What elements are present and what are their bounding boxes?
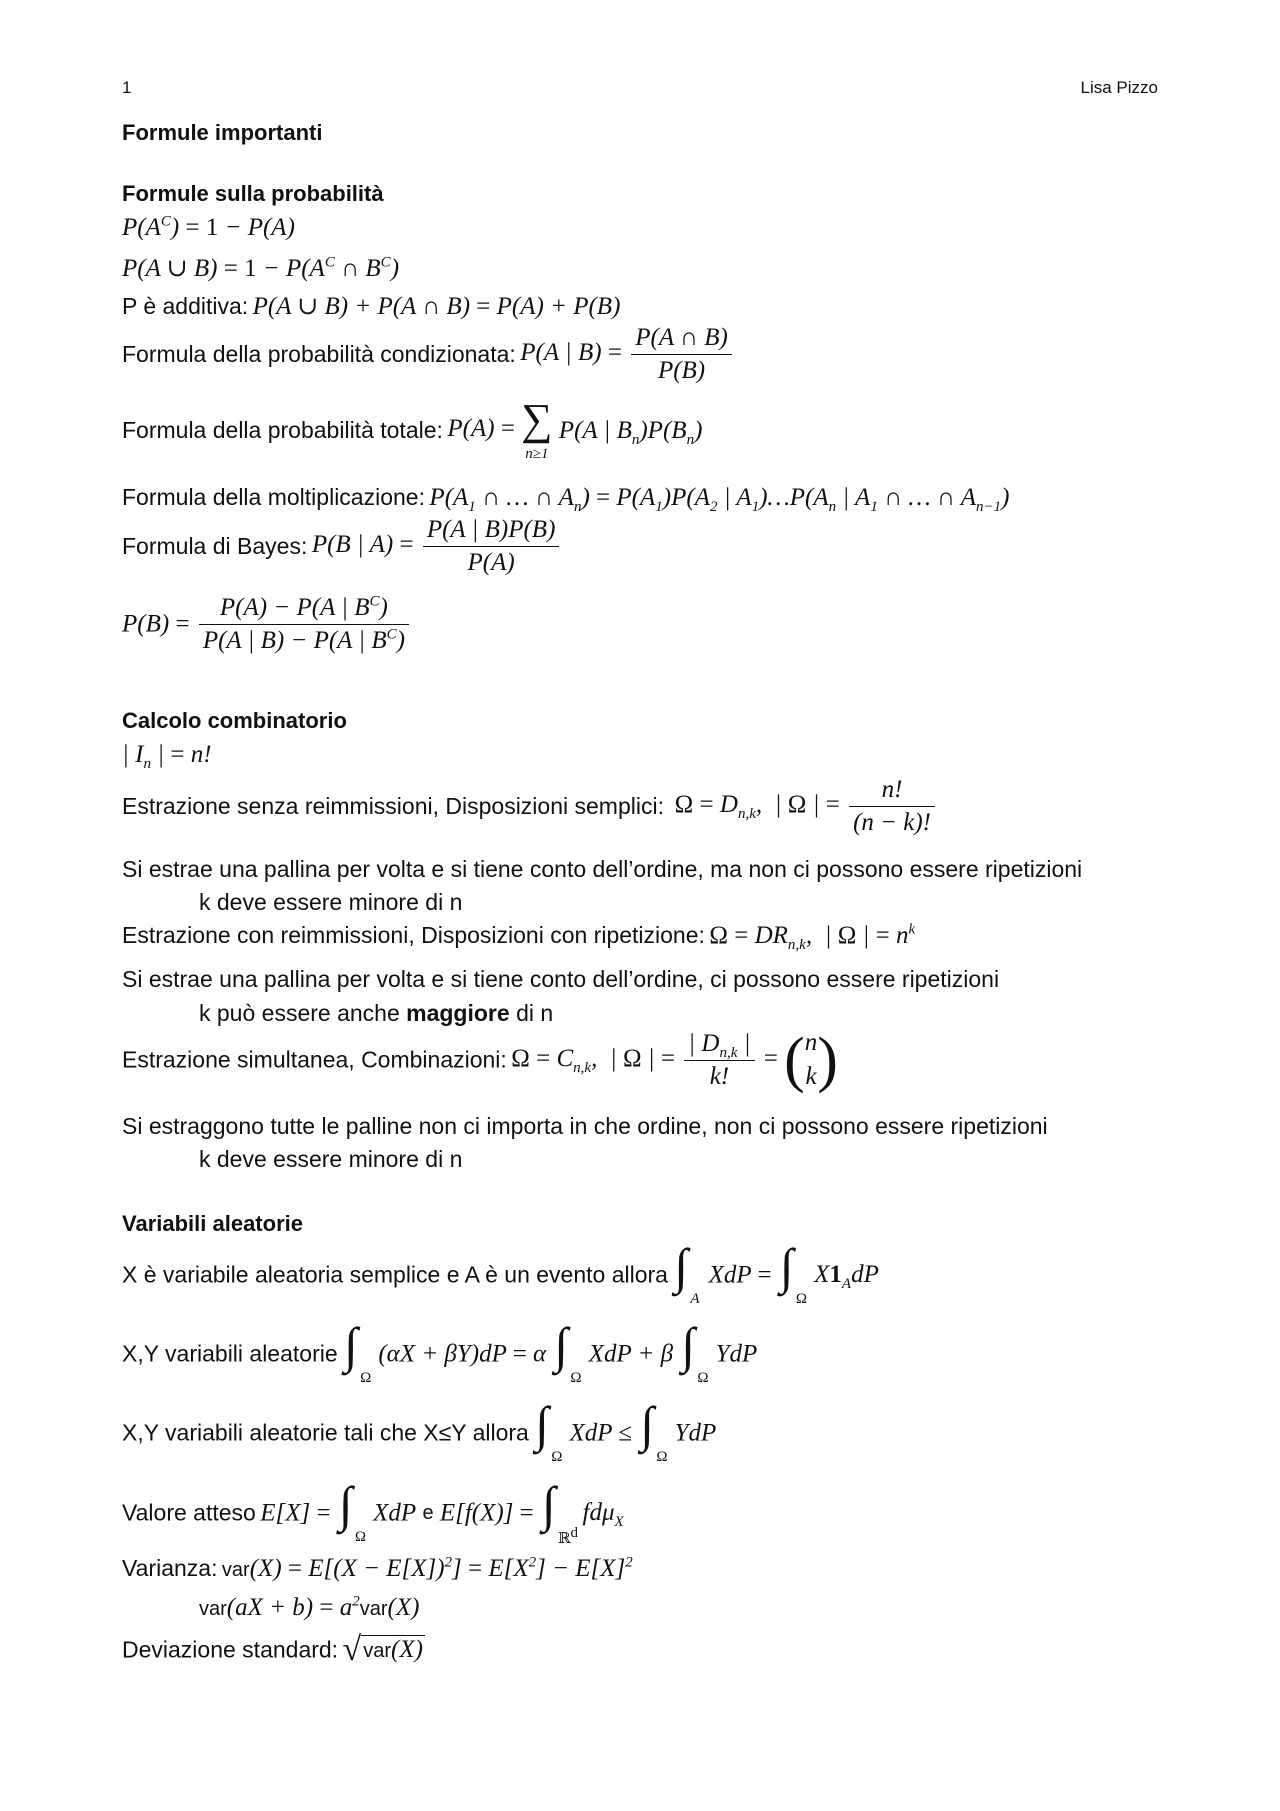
- multiplication-row: [122, 484, 1010, 515]
- section-heading-probability: Formule sulla probabilità: [122, 181, 384, 206]
- multiplication-label: Formula della moltiplicazione:: [122, 484, 425, 510]
- combinations-label: Estrazione simultanea, Combinazioni:: [122, 1046, 507, 1073]
- expected-and: e: [422, 1501, 434, 1524]
- formula-permutations: | $I_n$ | = n!: [122, 741, 212, 772]
- section-heading-combinatorics: Calcolo combinatorio: [122, 708, 347, 733]
- linearity-label: X,Y variabili aleatorie: [122, 1340, 338, 1367]
- formula-repetition: $\Omega = DR_{n,k}$, | Ω | = $n^k$: [709, 921, 916, 953]
- formula-linearity: ∫ Ω (αX + βY)dP = α ∫ Ω XdP + β ∫ Ω YdP: [344, 1317, 758, 1386]
- expected-value-row: [122, 1476, 624, 1547]
- formula-bayes: P(B | A) = $\frac{P(A | B)P(B)}{P(A)}$: [312, 531, 563, 558]
- monotonicity-row: [122, 1396, 717, 1465]
- std-row: [122, 1631, 425, 1669]
- page-title: Formule importanti: [122, 120, 323, 145]
- additivity-row: [122, 291, 620, 321]
- formula-expected-value: E[X] = ∫ Ω XdP e E[f(X)] = ∫ ℝ$^d$ fdμ$_X$: [260, 1476, 624, 1547]
- formula-total-probability: P(A) = ∑ n≥1 P(A | $B_n)P(B_n)$: [447, 395, 703, 462]
- formula-simple-rv: ∫ A XdP = ∫ Ω $X1_AdP$: [674, 1238, 879, 1307]
- repetition-row: [122, 921, 916, 953]
- conditional-row: [122, 324, 735, 385]
- repetition-note-bold: maggiore: [406, 1000, 510, 1026]
- simple-dispositions-desc: Si estrae una pallina per volta e si tiene conto dell’ordine, ma non ci possono essere ripetizioni: [122, 856, 1083, 882]
- repetition-label: Estrazione con reimmissioni, Disposizioni con ripetizione:: [122, 922, 705, 948]
- simple-dispositions-label: Estrazione senza reimmissioni, Disposizioni semplici:: [122, 793, 664, 819]
- formula-simple-dispositions: $\Omega = D_{n,k}$, | Ω | = $\frac{n!}{(n - k)!}$: [668, 791, 938, 818]
- section-heading-random-variables: Variabili aleatorie: [122, 1211, 303, 1236]
- formula-conditional: P(A | B) = $\frac{P(A \cap B)}{P(B)}$: [520, 339, 735, 366]
- simple-dispositions-row: [122, 776, 938, 837]
- simple-rv-label: X è variabile aleatoria semplice e A è un evento allora: [122, 1261, 668, 1288]
- simple-dispositions-note: k deve essere minore di n: [199, 889, 463, 915]
- repetition-note: [199, 1000, 553, 1027]
- bayes-row: [122, 516, 562, 577]
- simple-rv-row: [122, 1238, 879, 1307]
- variance-label: Varianza:: [122, 1555, 218, 1581]
- repetition-note-pre: k può essere anche: [199, 1000, 400, 1026]
- formula-additivity: P(A ∪ B) + P(A ∩ B) = P(A) + P(B): [252, 293, 621, 320]
- additivity-label: P è additiva:: [122, 293, 249, 319]
- expected-label: Valore atteso: [122, 1499, 256, 1526]
- formula-variance-linear: $var(aX + b) = a^2var(X)$: [199, 1593, 420, 1621]
- conditional-label: Formula della probabilità condizionata:: [122, 341, 516, 367]
- formula-complement: $P(A^C) = 1 - P(A)$: [122, 213, 295, 241]
- std-label: Deviazione standard:: [122, 1636, 339, 1663]
- formula-pb: P(B) = $\frac{P(A) - P(A | B^C)}{P(A | B) - P(A | B^C)}$: [122, 594, 412, 655]
- author-name: Lisa Pizzo: [1080, 78, 1158, 97]
- formula-combinations: $\Omega = C_{n,k}$, | Ω | = $\frac{| D_{n,k} |}{k!}$ = (n k): [511, 1026, 838, 1094]
- formula-monotonicity: ∫ Ω XdP ≤ ∫ Ω YdP: [535, 1396, 717, 1465]
- formula-union: P(A ∪ $B) = 1 - P(A^C$ ∩ $B^C$): [122, 254, 400, 282]
- total-probability-label: Formula della probabilità totale:: [122, 417, 443, 443]
- combinations-desc: Si estraggono tutte le palline non ci importa in che ordine, non ci possono essere ripetizioni: [122, 1113, 1048, 1139]
- formula-variance: $var(X) = E[(X - E[X])^2] = E[X^2] - E[X]^2$: [221, 1554, 633, 1582]
- repetition-desc: Si estrae una pallina per volta e si tiene conto dell’ordine, ci possono essere ripetizioni: [122, 966, 1000, 992]
- bayes-label: Formula di Bayes:: [122, 533, 308, 559]
- variance-row: [122, 1555, 633, 1583]
- formula-multiplication: $P(A_1$ ∩ … ∩ $A_n) = P(A_1)P(A_2$ | $A_1)\dots P(A_n$ | $A_1$ ∩ … ∩ $A_{n-1}$): [429, 484, 1010, 515]
- total-probability-row: [122, 395, 703, 463]
- linearity-row: [122, 1317, 758, 1386]
- repetition-note-post: di n: [516, 1000, 554, 1026]
- page-number: 1: [122, 78, 132, 97]
- monotonicity-label: X,Y variabili aleatorie tali che X≤Y allora: [122, 1419, 529, 1446]
- formula-std: √ var(X): [342, 1631, 423, 1668]
- combinations-note: k deve essere minore di n: [199, 1146, 463, 1172]
- combinations-row: [122, 1026, 838, 1094]
